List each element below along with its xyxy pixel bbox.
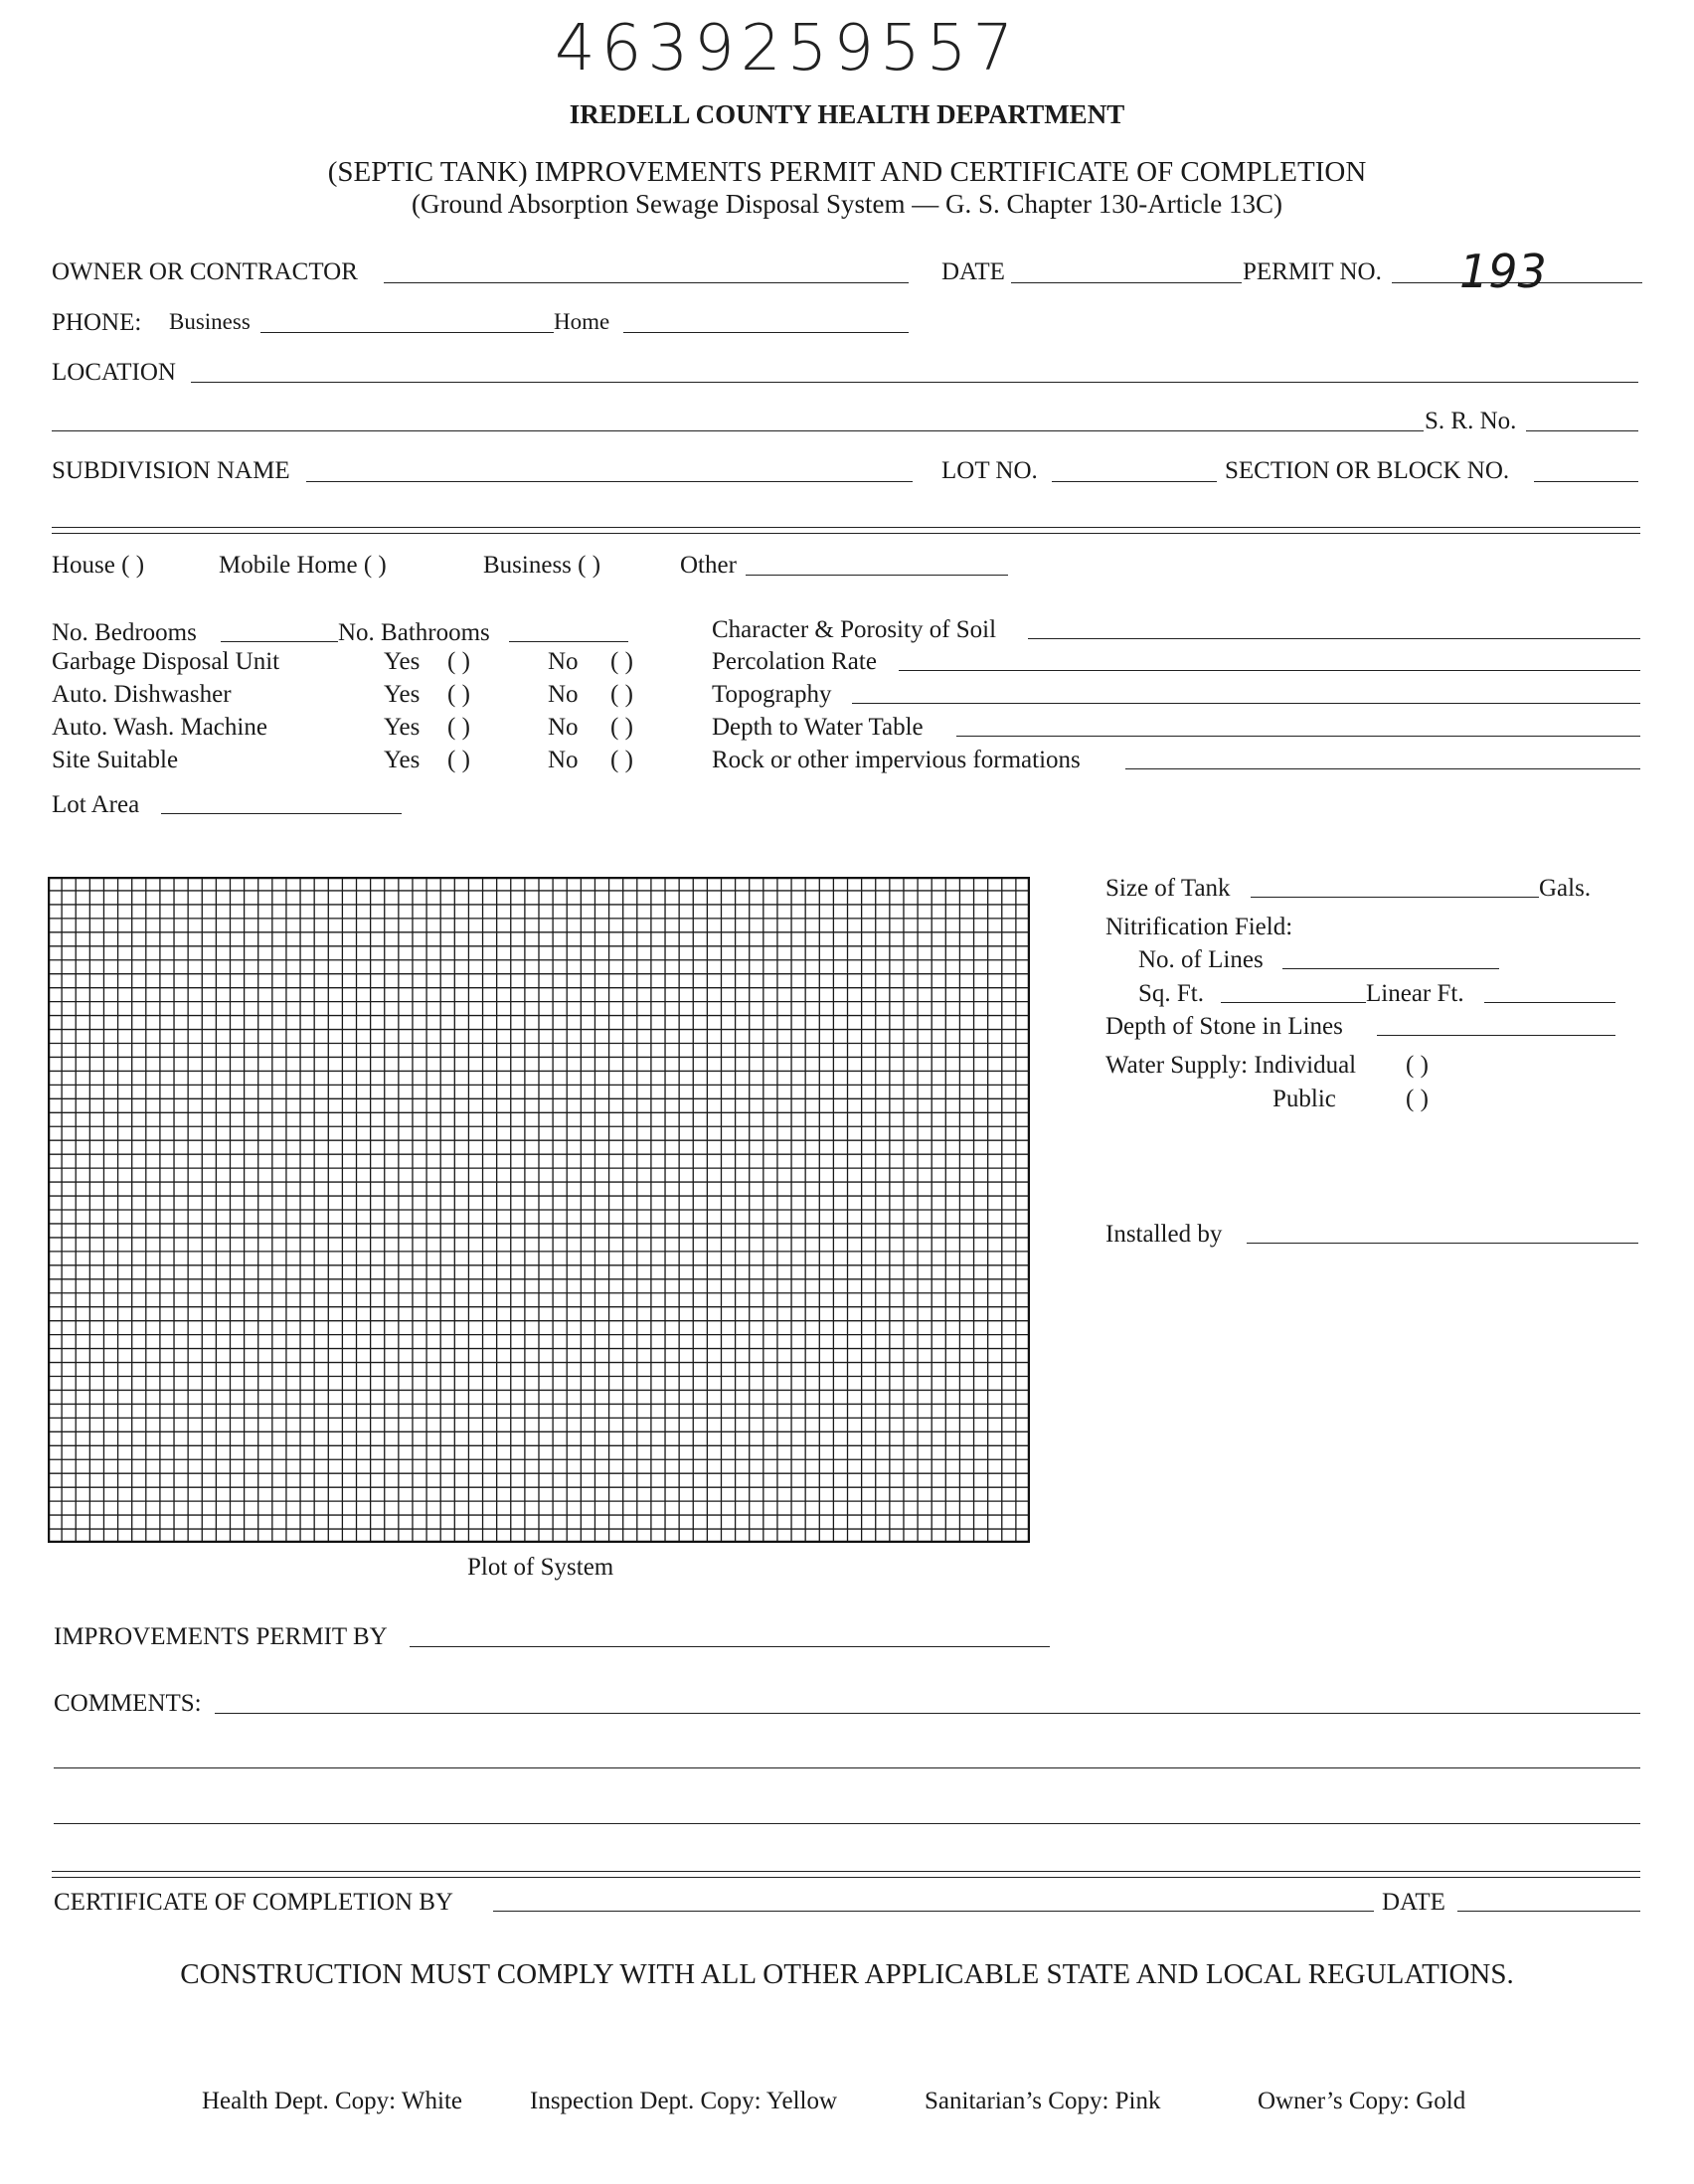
- wash-machine-yes: Yes: [384, 714, 421, 741]
- lot-area-label: Lot Area: [52, 791, 140, 818]
- garbage-disposal-label: Garbage Disposal Unit: [52, 648, 280, 675]
- subdivision-label: SUBDIVISION NAME: [52, 457, 290, 484]
- linear-ft-field[interactable]: [1484, 1002, 1615, 1003]
- location-field[interactable]: [191, 382, 1638, 383]
- site-suitable-yes-box[interactable]: ( ): [447, 747, 470, 773]
- soil-porosity-label: Character & Porosity of Soil: [712, 616, 997, 643]
- business-option[interactable]: Business ( ): [483, 552, 601, 579]
- installed-by-label: Installed by: [1105, 1221, 1223, 1248]
- bathrooms-label: No. Bathrooms: [338, 619, 490, 646]
- stone-depth-label: Depth of Stone in Lines: [1105, 1013, 1343, 1040]
- dishwasher-no-box[interactable]: ( ): [610, 681, 633, 708]
- lot-no-label: LOT NO.: [941, 457, 1038, 484]
- business-phone-label: Business: [169, 309, 251, 334]
- home-phone-field[interactable]: [623, 332, 909, 333]
- other-label: Other: [680, 552, 737, 579]
- location-label: LOCATION: [52, 359, 176, 386]
- divider: [52, 1871, 1640, 1872]
- garbage-disposal-no: No: [548, 648, 579, 675]
- section-label: SECTION OR BLOCK NO.: [1225, 457, 1510, 484]
- bathrooms-field[interactable]: [509, 641, 628, 642]
- grid-lines: [48, 877, 1030, 1543]
- copy-owner: Owner’s Copy: Gold: [1258, 2088, 1466, 2114]
- compliance-notice: CONSTRUCTION MUST COMPLY WITH ALL OTHER APPLICABLE STATE AND LOCAL REGULATIONS.: [180, 1958, 1514, 1990]
- dishwasher-label: Auto. Dishwasher: [52, 681, 232, 708]
- divider: [52, 533, 1640, 534]
- sq-ft-field[interactable]: [1221, 1002, 1366, 1003]
- garbage-disposal-no-box[interactable]: ( ): [610, 648, 633, 675]
- rock-formations-label: Rock or other impervious formations: [712, 747, 1081, 773]
- divider: [52, 527, 1640, 528]
- department-title: IREDELL COUNTY HEALTH DEPARTMENT: [569, 99, 1125, 129]
- subdivision-field[interactable]: [306, 481, 913, 482]
- percolation-rate-field[interactable]: [899, 670, 1640, 671]
- site-suitable-no: No: [548, 747, 579, 773]
- lines-field[interactable]: [1282, 968, 1499, 969]
- percolation-rate-label: Percolation Rate: [712, 648, 877, 675]
- tank-size-label: Size of Tank: [1105, 875, 1231, 902]
- permit-no-label: PERMIT NO.: [1243, 258, 1382, 285]
- installed-by-field[interactable]: [1247, 1243, 1638, 1244]
- certificate-field[interactable]: [493, 1911, 1374, 1912]
- home-phone-label: Home: [554, 309, 610, 334]
- lot-area-field[interactable]: [161, 813, 402, 814]
- comments-label: COMMENTS:: [54, 1690, 202, 1717]
- stone-depth-field[interactable]: [1377, 1035, 1615, 1036]
- permit-no-value: 193: [1459, 245, 1547, 298]
- water-table-label: Depth to Water Table: [712, 714, 924, 741]
- wash-machine-no: No: [548, 714, 579, 741]
- sr-no-label: S. R. No.: [1425, 408, 1517, 434]
- bedrooms-field[interactable]: [221, 641, 338, 642]
- soil-porosity-field[interactable]: [1028, 638, 1640, 639]
- copy-inspection-dept: Inspection Dept. Copy: Yellow: [530, 2088, 838, 2114]
- wash-machine-label: Auto. Wash. Machine: [52, 714, 267, 741]
- tank-size-field[interactable]: [1251, 897, 1539, 898]
- garbage-disposal-yes-box[interactable]: ( ): [447, 648, 470, 675]
- house-option[interactable]: House ( ): [52, 552, 145, 579]
- form-title: (SEPTIC TANK) IMPROVEMENTS PERMIT AND CERTIFICATE OF COMPLETION: [327, 156, 1367, 188]
- business-phone-field[interactable]: [260, 332, 554, 333]
- site-suitable-no-box[interactable]: ( ): [610, 747, 633, 773]
- wash-machine-no-box[interactable]: ( ): [610, 714, 633, 741]
- wash-machine-yes-box[interactable]: ( ): [447, 714, 470, 741]
- improvements-permit-field[interactable]: [410, 1646, 1050, 1647]
- site-suitable-yes: Yes: [384, 747, 421, 773]
- copy-sanitarian: Sanitarian’s Copy: Pink: [925, 2088, 1161, 2114]
- linear-ft-label: Linear Ft.: [1366, 980, 1464, 1007]
- mobile-home-option[interactable]: Mobile Home ( ): [219, 552, 387, 579]
- certificate-label: CERTIFICATE OF COMPLETION BY: [54, 1889, 453, 1916]
- section-field[interactable]: [1534, 481, 1638, 482]
- plot-grid[interactable]: [48, 877, 1030, 1543]
- comments-field-2[interactable]: [54, 1767, 1640, 1768]
- date-field[interactable]: [1011, 282, 1242, 283]
- individual-box[interactable]: ( ): [1406, 1052, 1429, 1079]
- water-table-field[interactable]: [956, 736, 1640, 737]
- water-supply-label: Water Supply: Individual: [1105, 1052, 1357, 1079]
- comments-field-3[interactable]: [54, 1823, 1640, 1824]
- other-field[interactable]: [746, 575, 1008, 576]
- owner-field[interactable]: [384, 282, 909, 283]
- date-label: DATE: [941, 258, 1005, 285]
- lines-label: No. of Lines: [1138, 946, 1264, 973]
- improvements-permit-label: IMPROVEMENTS PERMIT BY: [54, 1623, 388, 1650]
- public-label: Public: [1272, 1086, 1336, 1112]
- certificate-date-label: DATE: [1382, 1889, 1445, 1916]
- rock-formations-field[interactable]: [1125, 768, 1640, 769]
- sq-ft-label: Sq. Ft.: [1138, 980, 1205, 1007]
- document-number: 4639259557: [555, 12, 1020, 85]
- dishwasher-yes-box[interactable]: ( ): [447, 681, 470, 708]
- comments-field[interactable]: [215, 1713, 1640, 1714]
- public-box[interactable]: ( ): [1406, 1086, 1429, 1112]
- certificate-date-field[interactable]: [1457, 1911, 1640, 1912]
- topography-field[interactable]: [852, 703, 1640, 704]
- bedrooms-label: No. Bedrooms: [52, 619, 197, 646]
- sr-no-field[interactable]: [1526, 430, 1638, 431]
- location-field-2[interactable]: [52, 430, 1424, 431]
- lot-no-field[interactable]: [1052, 481, 1217, 482]
- nitrification-label: Nitrification Field:: [1105, 914, 1293, 940]
- topography-label: Topography: [712, 681, 832, 708]
- gals-label: Gals.: [1539, 875, 1592, 902]
- dishwasher-no: No: [548, 681, 579, 708]
- plot-caption: Plot of System: [467, 1554, 614, 1581]
- copy-health-dept: Health Dept. Copy: White: [202, 2088, 462, 2114]
- owner-label: OWNER OR CONTRACTOR: [52, 258, 358, 285]
- phone-label: PHONE:: [52, 309, 142, 336]
- divider: [52, 1877, 1640, 1878]
- dishwasher-yes: Yes: [384, 681, 421, 708]
- site-suitable-label: Site Suitable: [52, 747, 179, 773]
- form-subtitle: (Ground Absorption Sewage Disposal System — G. S. Chapter 130-Article 13C): [412, 189, 1282, 219]
- garbage-disposal-yes: Yes: [384, 648, 421, 675]
